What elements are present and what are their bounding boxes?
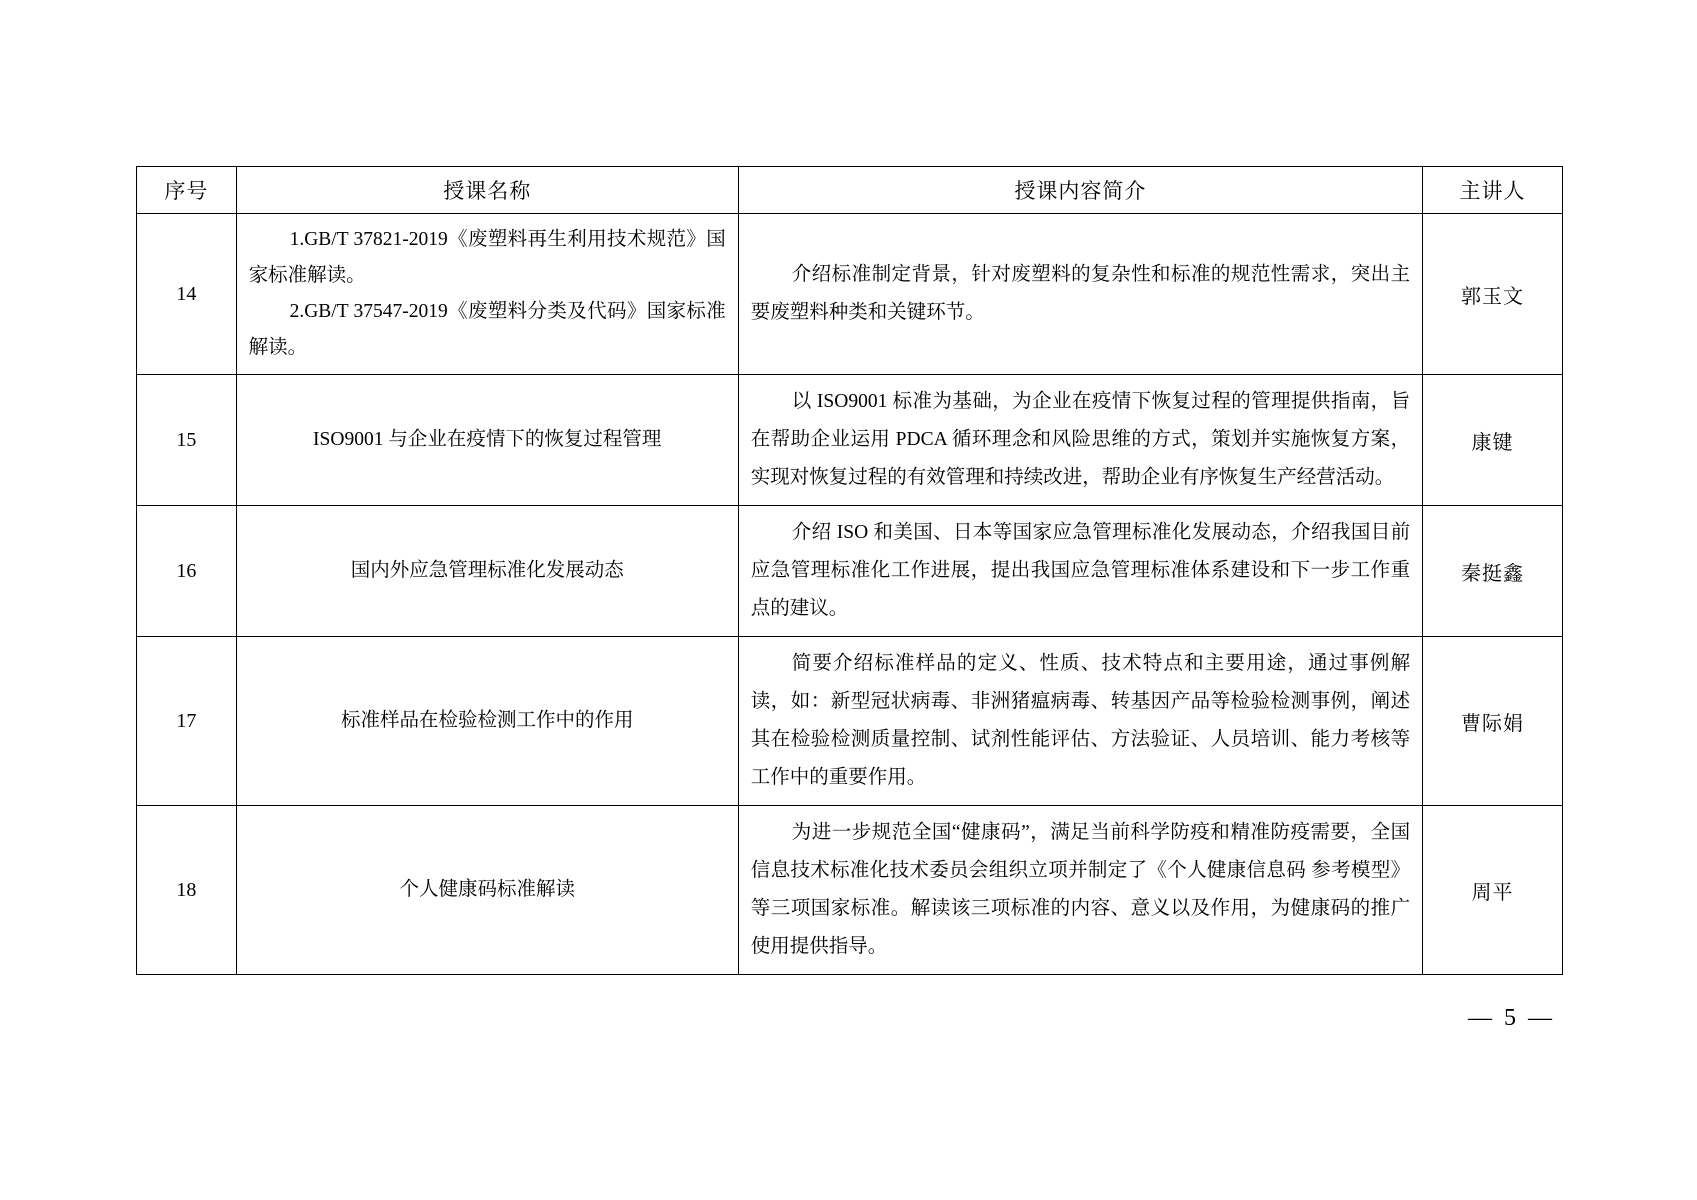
cell-desc: 为进一步规范全国“健康码”，满足当前科学防疫和精准防疫需要，全国信息技术标准化技术委员会组织立项并制定了《个人健康信息码 参考模型》等三项国家标准。解读该三项标准的内容、意义以及作用，为健康码的推广使用提供指导。 <box>738 806 1422 975</box>
cell-title: 标准样品在检验检测工作中的作用 <box>236 637 738 806</box>
table-row <box>137 214 1563 375</box>
table-row <box>137 506 1563 637</box>
header-cell-desc: 授课内容简介 <box>738 167 1422 214</box>
header-cell-no: 序号 <box>137 167 237 214</box>
cell-speaker: 周平 <box>1423 806 1563 975</box>
table-header <box>137 167 1563 214</box>
cell-title <box>236 214 738 375</box>
cell-title: ISO9001 与企业在疫情下的恢复过程管理 <box>236 375 738 506</box>
header-cell-title: 授课名称 <box>236 167 738 214</box>
cell-title: 个人健康码标准解读 <box>236 806 738 975</box>
cell-desc: 介绍标准制定背景，针对废塑料的复杂性和标准的规范性需求，突出主要废塑料种类和关键环节。 <box>738 214 1422 375</box>
cell-title-line: 1.GB/T 37821-2019《废塑料再生利用技术规范》国家标准解读。 <box>248 229 726 287</box>
cell-title: 国内外应急管理标准化发展动态 <box>236 506 738 637</box>
cell-speaker: 曹际娟 <box>1423 637 1563 806</box>
cell-desc: 以 ISO9001 标准为基础，为企业在疫情下恢复过程的管理提供指南，旨在帮助企业运用 PDCA 循环理念和风险思维的方式，策划并实施恢复方案，实现对恢复过程的有效管理和持续改进，帮助企业有序恢复生产经营活动。 <box>738 375 1422 506</box>
cell-no: 15 <box>137 375 237 506</box>
cell-desc: 介绍 ISO 和美国、日本等国家应急管理标准化发展动态，介绍我国目前应急管理标准化工作进展，提出我国应急管理标准体系建设和下一步工作重点的建议。 <box>738 506 1422 637</box>
table-body <box>137 214 1563 975</box>
cell-no: 17 <box>137 637 237 806</box>
cell-speaker: 郭玉文 <box>1423 214 1563 375</box>
table-row <box>137 637 1563 806</box>
cell-no: 18 <box>137 806 237 975</box>
table-header-row <box>137 167 1563 214</box>
table-row <box>137 806 1563 975</box>
cell-title-line: 2.GB/T 37547-2019《废塑料分类及代码》国家标准解读。 <box>248 301 726 359</box>
header-cell-speaker: 主讲人 <box>1423 167 1563 214</box>
table-row <box>137 375 1563 506</box>
cell-speaker: 秦挺鑫 <box>1423 506 1563 637</box>
course-table <box>136 166 1563 975</box>
cell-desc: 简要介绍标准样品的定义、性质、技术特点和主要用途，通过事例解读，如：新型冠状病毒、非洲猪瘟病毒、转基因产品等检验检测事例，阐述其在检验检测质量控制、试剂性能评估、方法验证、人员培训、能力考核等工作中的重要作用。 <box>738 637 1422 806</box>
page-number: — 5 — <box>1468 1005 1555 1031</box>
cell-speaker: 康键 <box>1423 375 1563 506</box>
cell-no: 16 <box>137 506 237 637</box>
cell-no: 14 <box>137 214 237 375</box>
